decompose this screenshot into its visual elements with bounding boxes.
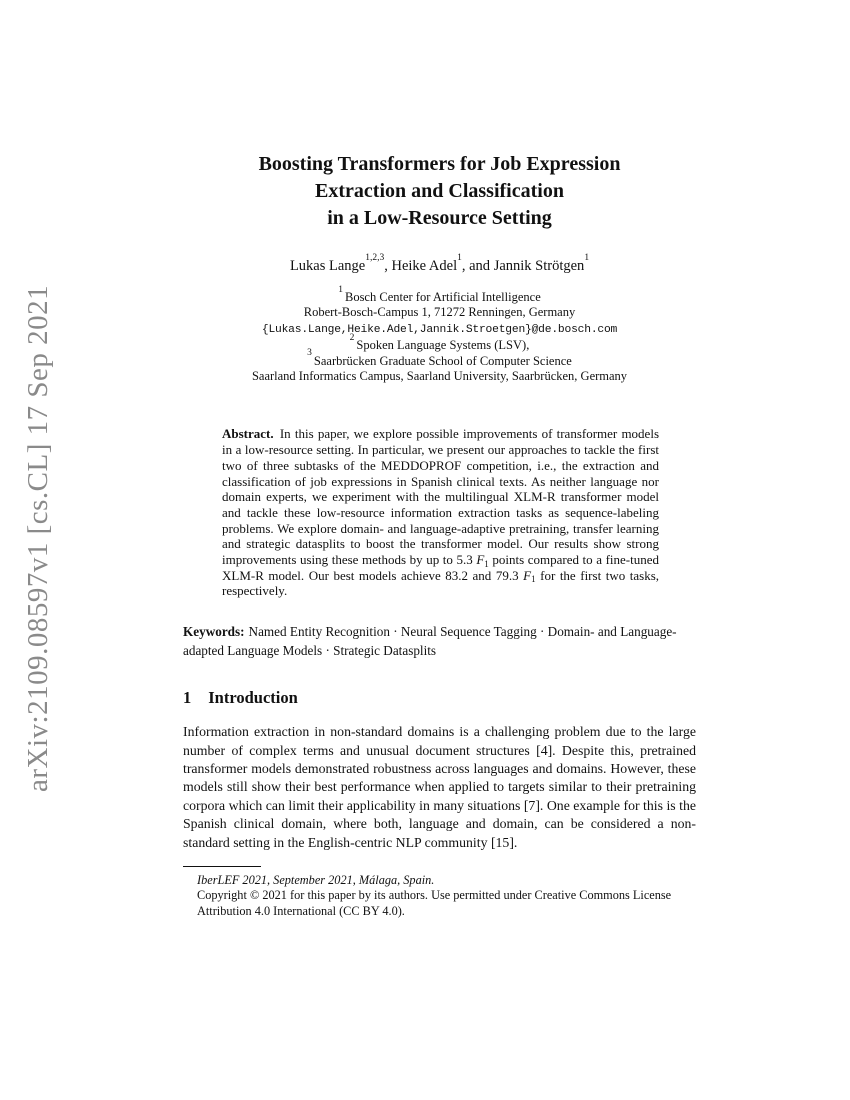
footnote-text (183, 873, 696, 919)
affiliation-line-lsv (183, 333, 696, 353)
affiliation-marker: 2 (349, 333, 355, 344)
abstract-text-part1: In this paper, we explore possible improvements of transformer models in a low-resource setting. In particular, we present our approaches to tackle the first two of three subtasks of the MEDDOPROF competition, i.e., the extraction and classification of job expressions in Spanish clinical texts. As neither language nor domain experts, we experiment with the multilingual XLM-R transformer model and tackle these low-resource information extraction tasks as sequence-labeling problems. We explore domain- and language-adaptive pretraining, transfer learning and strategic datasplits to boost the transformer model. Our results show strong improvements using these methods by up to 5.3 (222, 426, 659, 568)
affiliations-block (183, 284, 696, 384)
author-name: Lukas Lange (289, 258, 366, 274)
author-name: Jannik Strötgen (493, 258, 585, 274)
footnote (183, 866, 696, 919)
section-title: Introduction (208, 688, 298, 708)
abstract-paragraph (183, 426, 696, 599)
author-jannik-stroetgen (493, 253, 590, 274)
author-affiliation-superscript: 1 (457, 253, 462, 264)
title-line-1: Boosting Transformers for Job Expression (258, 153, 621, 175)
affiliation-line-bosch (183, 284, 696, 305)
arxiv-watermark: arXiv:2109.08597v1 [cs.CL] 17 Sep 2021 (22, 284, 54, 792)
authors-email: {Lukas.Lange,Heike.Adel,Jannik.Stroetgen}@de.bosch.com (261, 323, 618, 336)
author-separator: , (384, 258, 392, 274)
affiliation-text: Bosch Center for Artificial Intelligence (344, 290, 541, 304)
author-heike-adel (391, 253, 494, 274)
f1-metric-symbol: F (476, 552, 485, 568)
keywords-paragraph (183, 623, 696, 660)
keywords-text: Named Entity Recognition · Neural Sequence Tagging · Domain- and Language-adapted Language Models · Strategic Datasplits (183, 624, 677, 658)
f1-metric-subscript: 1 (531, 574, 536, 585)
abstract-label: Abstract. (222, 426, 274, 442)
title-line-3: in a Low-Resource Setting (327, 207, 552, 229)
affiliation-text: Spoken Language Systems (LSV), (356, 338, 530, 353)
abstract-text-part2: points compared to a fine-tuned XLM-R model. Our best models achieve 83.2 and 79.3 (222, 552, 659, 583)
paper-content (183, 0, 696, 919)
footnote-copyright: Copyright © 2021 for this paper by its authors. Use permitted under Creative Commons License Attribution 4.0 International (CC BY 4.0). (197, 888, 672, 918)
f1-metric-symbol: F (523, 567, 532, 583)
abstract-text-part3: for the first two tasks, respectively. (222, 567, 660, 599)
authors-line (183, 253, 696, 275)
affiliation-marker: 1 (338, 284, 343, 295)
paper-title (183, 0, 696, 232)
affiliation-line-email (183, 321, 696, 338)
affiliation-text: Saarbrücken Graduate School of Computer Science (313, 353, 572, 368)
affiliation-line-saarland-campus (183, 369, 696, 384)
keywords-label: Keywords: (183, 624, 245, 640)
affiliation-line-address (183, 305, 696, 320)
section-heading-introduction (183, 687, 696, 708)
f1-metric-subscript: 1 (484, 558, 489, 569)
affiliation-text: Saarland Informatics Campus, Saarland University, Saarbrücken, Germany (251, 369, 628, 384)
affiliation-marker: 3 (307, 348, 312, 359)
author-name: Heike Adel (391, 258, 458, 274)
title-line-2: Extraction and Classification (315, 180, 564, 202)
author-separator: , and (461, 258, 494, 274)
section-number: 1 (183, 688, 192, 708)
intro-paragraph: Information extraction in non-standard domains is a challenging problem due to the large number of complex terms and unusual document structures [4]. Despite this, pretrained transformer models demonstrated robustness across languages and domains. However, these models still show their best performance when applied to targets similar to their pretraining corpora which can limit their applicability in many situations [7]. One example for this is the Spanish clinical domain, where both, language and domain, can be considered a non-standard setting in the English-centric NLP community [15]. (183, 724, 696, 850)
author-affiliation-superscript: 1 (584, 253, 590, 264)
affiliation-line-saarbruecken-school (183, 348, 696, 369)
footnote-rule (183, 866, 261, 867)
affiliation-text: Robert-Bosch-Campus 1, 71272 Renningen, Germany (303, 305, 576, 320)
footnote-venue: IberLEF 2021, September 2021, Málaga, Spain. (197, 872, 435, 887)
author-affiliation-superscript: 1,2,3 (365, 253, 385, 264)
author-lukas-lange (289, 253, 392, 274)
